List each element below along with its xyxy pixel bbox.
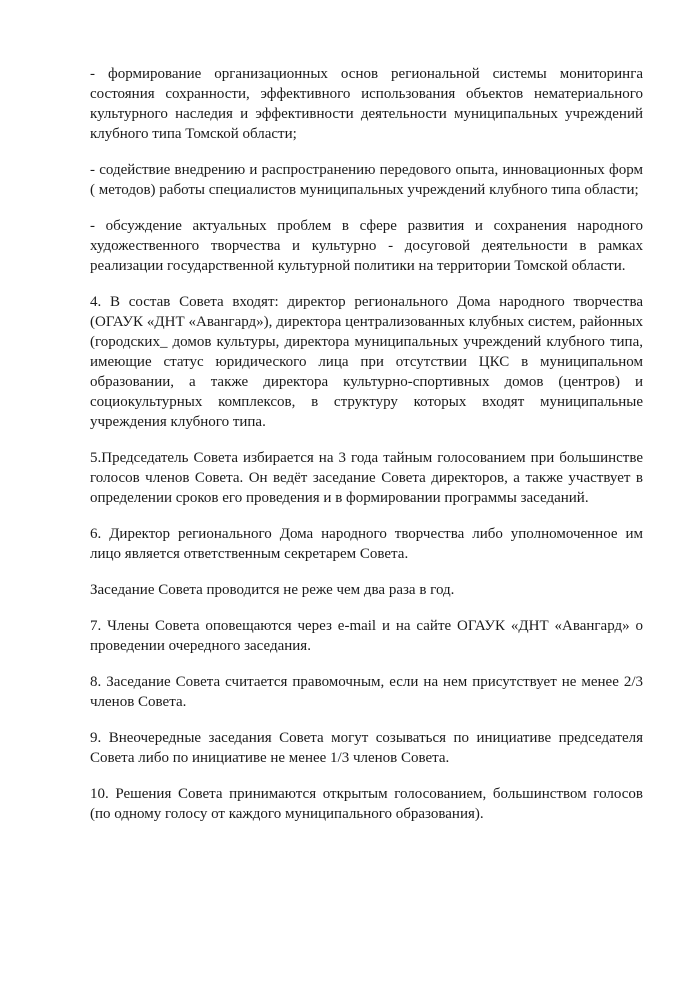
paragraph-discussion-goal: - обсуждение актуальных проблем в сфере развития и сохранения народного художественного творчества и культурно - досуговой деятельности в рамках реализации государственной культурной политики на территории Томской области.	[90, 218, 643, 274]
paragraph-meeting-frequency: Заседание Совета проводится не реже чем два раза в год.	[90, 582, 455, 598]
paragraph-decisions: 10. Решения Совета принимаются открытым голосованием, большинством голосов (по одному голосу от каждого муниципального образования).	[90, 786, 643, 822]
paragraph-innovation-goal: - содействие внедрению и распространению передового опыта, инновационных форм ( методов) работы специалистов муниципальных учреждений клубного типа области;	[90, 162, 643, 198]
paragraph-extraordinary-meetings: 9. Внеочередные заседания Совета могут созываться по инициативе председателя Совета либо по инициативе не менее 1/3 членов Совета.	[90, 730, 643, 766]
paragraph-notification: 7. Члены Совета оповещаются через e-mail и на сайте ОГАУК «ДНТ «Авангард» о проведении очередного заседания.	[90, 618, 643, 654]
paragraph-quorum: 8. Заседание Совета считается правомочным, если на нем присутствует не менее 2/3 членов Совета.	[90, 674, 643, 710]
paragraph-council-composition: 4. В состав Совета входят: директор регионального Дома народного творчества (ОГАУК «ДНТ «Авангард»), директора централизованных клубных систем, районных (городских_ домов культуры, директора муниципальных учреждений клубного типа, имеющие статус юридического лица при отсутствии ЦКС в муниципальном образовании, а также директора культурно-спортивных домов (центров) и социокультурных комплексов, в структуру которых входят муниципальные учреждения клубного типа.	[90, 294, 643, 430]
paragraph-secretary: 6. Директор регионального Дома народного творчества либо уполномоченное им лицо является ответственным секретарем Совета.	[90, 526, 643, 562]
paragraph-monitoring-goal: - формирование организационных основ региональной системы мониторинга состояния сохранности, эффективного использования объектов нематериального культурного наследия и эффективности деятельности муниципальных учреждений клубного типа Томской области;	[90, 66, 643, 142]
document-body	[90, 64, 643, 840]
paragraph-chairman: 5.Председатель Совета избирается на 3 года тайным голосованием при большинстве голосов членов Совета. Он ведёт заседание Совета директоров, а также участвует в определении сроков его проведения и в формировании программы заседаний.	[90, 450, 643, 506]
